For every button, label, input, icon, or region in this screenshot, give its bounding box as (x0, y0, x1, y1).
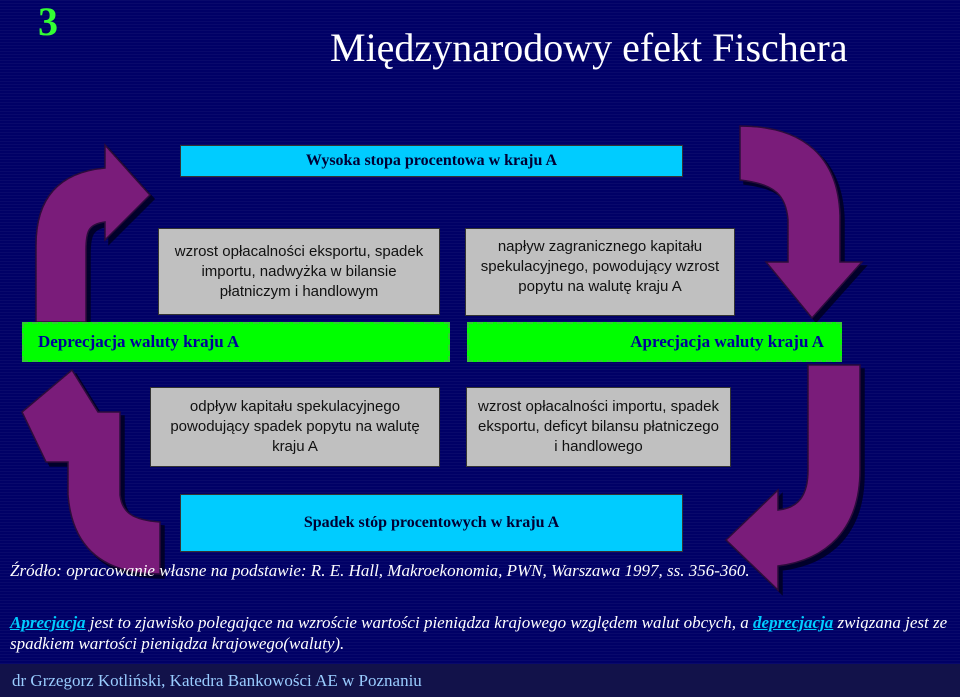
arrow-bottom-left (22, 370, 160, 574)
import-deficit-box: wzrost opłacalności importu, spadek eksportu, deficyt bilansu płatniczego i handlowego (466, 387, 731, 467)
slide-number: 3 (38, 0, 58, 44)
term-depreciation: deprecjacja (753, 613, 834, 632)
footer-bar (0, 664, 960, 697)
appreciation-box: Aprecjacja waluty kraju A (467, 322, 842, 362)
depreciation-box: Deprecjacja waluty kraju A (22, 322, 450, 362)
footer-author: dr Grzegorz Kotliński, Katedra Bankowości AE w Poznaniu (12, 670, 422, 690)
capital-inflow-box: napływ zagranicznego kapitału spekulacyjnego, powodujący wzrost popytu na walutę kraju A (465, 228, 735, 316)
arrow-bottom-right (726, 365, 860, 590)
arrow-top-right (740, 126, 862, 318)
term-appreciation: Aprecjacja (10, 613, 86, 632)
rate-decline-box: Spadek stóp procentowych w kraju A (180, 494, 683, 552)
source-note: Źródło: opracowanie własne na podstawie: R. E. Hall, Makroekonomia, PWN, Warszawa 1997, ss. 356-360. (10, 561, 750, 580)
arrow-top-left (36, 145, 150, 322)
slide-title: Międzynarodowy efekt Fischera (330, 25, 848, 70)
definition-part-2: związana jest ze spadkiem wartości pieniądza krajowego(waluty). (10, 613, 948, 653)
high-interest-rate-box: Wysoka stopa procentowa w kraju A (180, 145, 683, 177)
export-surplus-box: wzrost opłacalności eksportu, spadek importu, nadwyżka w bilansie płatniczym i handlowym (158, 228, 440, 315)
capital-outflow-box: odpływ kapitału spekulacyjnego powodujący spadek popytu na walutę kraju A (150, 387, 440, 467)
definition-text (10, 612, 955, 654)
definition-part-1: jest to zjawisko polegające na wzroście wartości pieniądza krajowego względem walut obcych, a (85, 613, 754, 632)
